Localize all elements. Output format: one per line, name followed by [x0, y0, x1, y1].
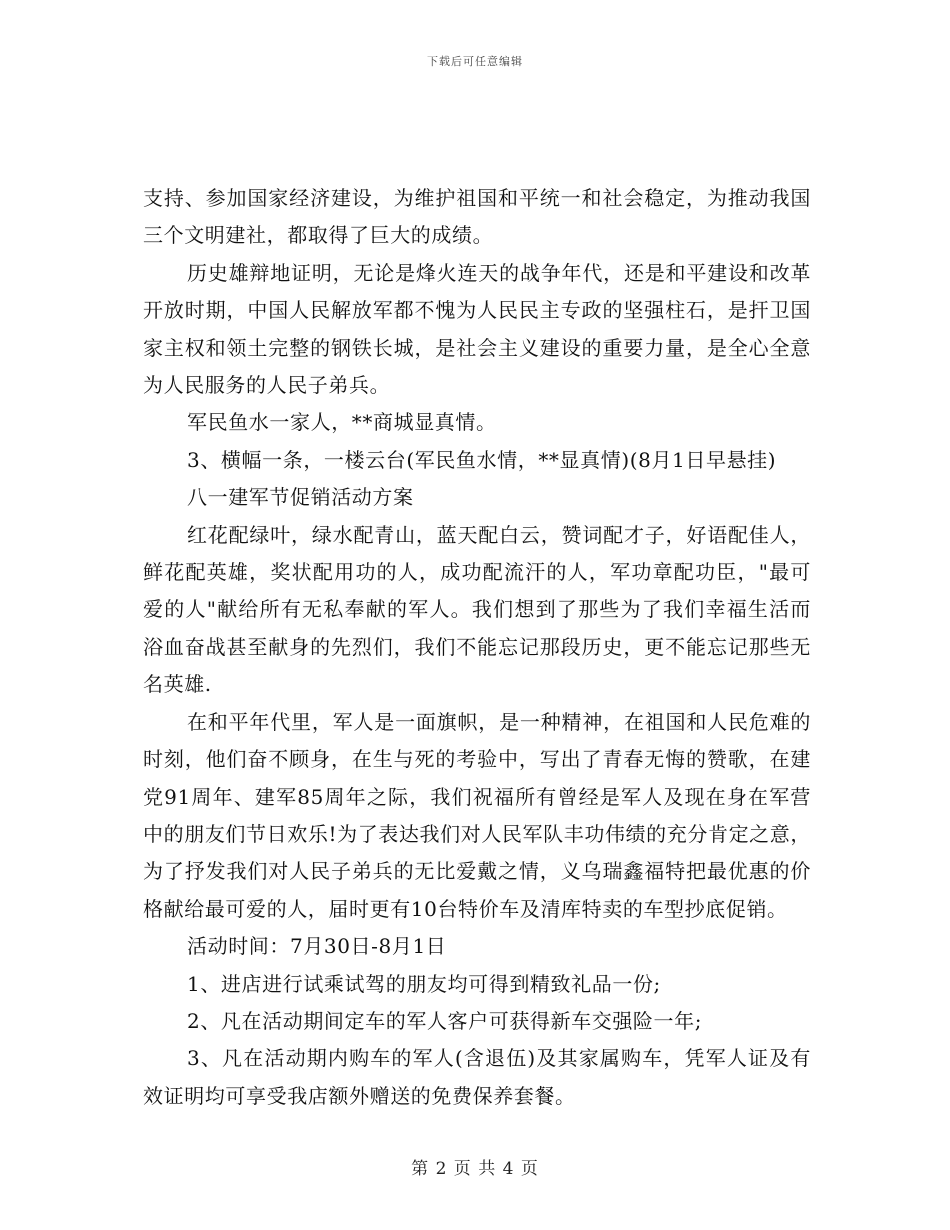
- paragraph: 红花配绿叶，绿水配青山，蓝天配白云，赞词配才子，好语配佳人，鲜花配英雄，奖状配用功的人，成功配流汗的人，军功章配功臣，"最可爱的人"献给所有无私奉献的军人。我们想到了那些为了我们幸福生活而浴血奋战甚至献身的先烈们，我们不能忘记那段历史，更不能忘记那些无名英雄.: [143, 522, 811, 697]
- paragraph: 支持、参加国家经济建设，为维护祖国和平统一和社会稳定，为推动我国三个文明建社，都取得了巨大的成绩。: [143, 186, 811, 248]
- paragraph: 军民鱼水一家人，**商城显真情。: [187, 410, 497, 435]
- list-item: 1、进店进行试乘试驾的朋友均可得到精致礼品一份;: [187, 971, 661, 996]
- paragraph: 历史雄辩地证明，无论是烽火连天的战争年代，还是和平建设和改革开放时期，中国人民解放军都不愧为人民民主专政的坚强柱石，是扞卫国家主权和领土完整的钢铁长城，是社会主义建设的重要力量，是全心全意为人民服务的人民子弟兵。: [143, 260, 811, 398]
- paragraph: 在和平年代里，军人是一面旗帜，是一种精神，在祖国和人民危难的时刻，他们奋不顾身，在生与死的考验中，写出了青春无悔的赞歌，在建党91周年、建军85周年之际，我们祝福所有曾经是军人及现在身在军营中的朋友们节日欢乐!为了表达我们对人民军队丰功伟绩的充分肯定之意，为了抒发我们对人民子弟兵的无比爱戴之情，义乌瑞鑫福特把最优惠的价格献给最可爱的人，届时更有10台特价车及清库特卖的车型抄底促销。: [143, 709, 811, 921]
- list-item: 3、凡在活动期内购车的军人(含退伍)及其家属购车，凭军人证及有效证明均可享受我店额外赠送的免费保养套餐。: [143, 1046, 811, 1108]
- document-body: [143, 180, 811, 1115]
- page-number: 第 2 页 共 4 页: [411, 1159, 539, 1179]
- list-item: 2、凡在活动期间定车的军人客户可获得新车交强险一年;: [187, 1008, 703, 1033]
- page-header-note: 下载后可任意编辑: [427, 55, 523, 68]
- activity-time: 活动时间：7月30日-8月1日: [187, 934, 447, 959]
- section-heading: 八一建军节促销活动方案: [187, 485, 414, 510]
- paragraph: 3、横幅一条，一楼云台(军民鱼水情，**显真情)(8月1日早悬挂): [187, 447, 777, 472]
